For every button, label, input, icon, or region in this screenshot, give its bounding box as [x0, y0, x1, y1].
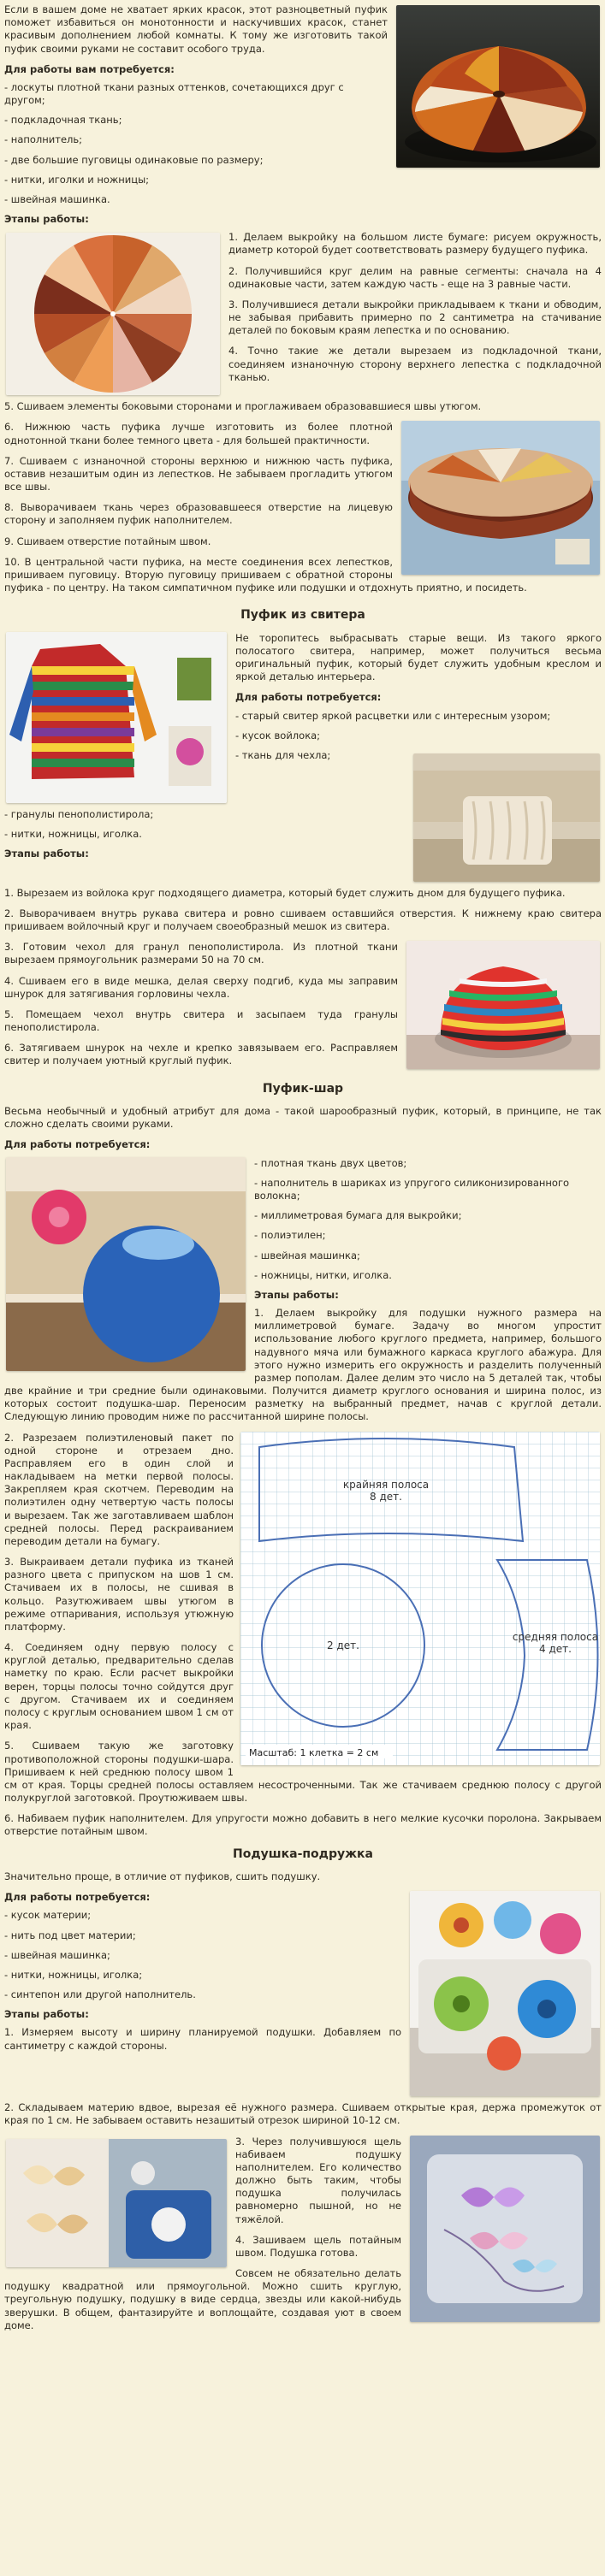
list-item: - нитки, иголки и ножницы; [4, 173, 150, 186]
list-item: - наполнитель; [4, 133, 83, 146]
intro-text: Если в вашем доме не хватает ярких красок, этот разноцветный пуфик поможет избавиться он монотонности и наскучивших красок, станет красивым дополнением любой комнаты. К тому же изготовить такой пуфик своими руками не составит особого труда. [4, 3, 388, 55]
list-item: - наполнитель в шариках из упругого силиконизированного волокна; [254, 1176, 570, 1202]
step: 2. Складываем материю вдвое, вырезая её нужного размера. Сшиваем открытые края, держа промежуток от края по 1 см. Не забываем оставить незашитый отрезок шириной 10-12 см. [4, 2101, 602, 2127]
s4-need-heading: Для работы потребуется: [4, 1891, 151, 1904]
step: 6. Затягиваем шнурок на чехле и крепко завязываем его. Расправляем свитер и получаем уютный круглый пуфик. [4, 1042, 398, 1067]
wheel-image [6, 233, 220, 395]
list-item: - нитки, ножницы, иголка. [4, 827, 142, 840]
step: 4. Соединяем одну первую полосу с круглой деталью, предварительно сделав наметку по краю. Если расчет выкройки верен, торцы полосы точно сойдутся друг с другом. Стачиваем их и соединяем полосу с круглым основанием швом 1 см от края. [4, 1641, 234, 1732]
butterfly-pillow-image [410, 2136, 600, 2322]
pattern-scale: Масштаб: 1 клетка = 2 см [249, 1746, 379, 1758]
list-item: - миллиметровая бумага для выкройки; [254, 1209, 462, 1222]
list-item: - две большие пуговицы одинаковые по размеру; [4, 153, 264, 166]
striped-sweater-photo [6, 632, 227, 803]
step: 1. Делаем выкройку на большом листе бумаге: рисуем окружность, диаметр которой будет соответствовать размеру будущего пуфика. [228, 231, 602, 257]
s3-intro: Весьма необычный и удобный атрибут для дома - такой шарообразный пуфик, который, в принципе, не так сложно сделать своими руками. [4, 1105, 602, 1131]
s4-intro: Значительно проще, в отличие от пуфиков, сшить подушку. [4, 1870, 321, 1883]
list-item: - полиэтилен; [254, 1229, 326, 1242]
pouf-sewing-photo [401, 421, 600, 575]
list-item: - гранулы пенополистирола; [4, 807, 154, 820]
striped-pouf-photo [406, 941, 600, 1069]
pouf-image [396, 5, 600, 168]
ball-pattern-diagram [240, 1432, 600, 1765]
sweater-image [6, 632, 227, 803]
list-item: - нить под цвет материи; [4, 1929, 136, 1941]
pattern-grid-image [240, 1432, 600, 1765]
label-edge-strip-count: 8 дет. [370, 1490, 402, 1503]
ball-pouf-image [6, 1157, 246, 1371]
list-item: - нитки, ножницы, иголка; [4, 1968, 143, 1981]
ball-pouf-photo [6, 1157, 246, 1371]
step: 10. В центральной части пуфика, на месте соединения всех лепестков, пришиваем пуговицу. Вторую пуговицу пришиваем с обратной стороны пуфика - по центру. На таком симпатичном пуфике или подушки и отдохнуть приятно, и посидеть. [4, 555, 527, 594]
knitted-pouf-photo [413, 753, 600, 882]
label-edge-strip: крайняя полоса [342, 1478, 430, 1491]
s1-need-heading: Для работы вам потребуется: [4, 62, 175, 75]
step: 5. Помещаем чехол внутрь свитера и засыпаем туда гранулы пенополистирола. [4, 1007, 398, 1034]
step: 4. Точно такие же детали вырезаем из подкладочной ткани, соединяем изнаночную сторону верхнего лепестка с подкладочной тканью. [228, 345, 602, 383]
striped-pouf-image [406, 941, 600, 1069]
s3-steps-heading: Этапы работы: [254, 1288, 339, 1301]
s2-need-heading: Для работы потребуется: [235, 691, 382, 704]
list-item: - старый свитер яркой расцветки или с интересным узором; [235, 709, 551, 722]
knitted-pouf-image [413, 753, 600, 882]
step: 5. Сшиваем такую же заготовку противоположной стороны подушки-шара. Пришиваем к ней среднюю полосу швом 1 см от края. Торцы средней полосы оставляем несостроченными. Так же стачиваем среднюю полосу с другой полукруглой заготовкой. Проутюживаем швы. [4, 1740, 602, 1805]
list-item: - лоскуты плотной ткани разных оттенков, сочетающихся друг с другом; [4, 80, 344, 107]
step: 1. Делаем выкройку для подушки нужного размера на миллиметровой бумаге. Задачу во многом упростит использование любого круглого предмета, например, большого надувного мяча или бумажного каркаса круглого абажура. Для этого нужно измерить его окружность и разделить полученный размер пополам. Далее делим это число на 5 деталей так, чтобы две крайние и три средние были одинаковыми. Получится диаметр круглого основания и ширина полос, из которых состоит подушка-шар. Переносим разметку на выбранный предмет, начав с круглой детали. Следующую линию проводим ниже по рассчитанной ширине полосы. [4, 1307, 602, 1423]
step: 3. Через получившуюся щель набиваем подушку наполнителем. Его количество должно быть таким, чтобы подушка получилась равномерно пышной, но не тяжёлой. [235, 2135, 401, 2225]
s2-steps-heading: Этапы работы: [4, 848, 89, 860]
step: 6. Набиваем пуфик наполнителем. Для упругости можно добавить в него мелкие кусочки поролона. Закрываем отверстие потайным швом. [4, 1812, 602, 1838]
section-title-pillow: Подушка-подружка [232, 1846, 374, 1861]
list-item: - швейная машинка. [4, 192, 110, 205]
step: 2. Выворачиваем внутрь рукава свитера и ровно сшиваем оставшийся отверстия. К нижнему краю свитера пришиваем войлочный круг и получаем своеобразный мешок из свитера. [4, 907, 602, 933]
s1-steps-heading: Этапы работы: [4, 213, 89, 226]
label-middle-strip-count: 4 дет. [539, 1642, 572, 1655]
pillows-on-sofa-photo [410, 1891, 600, 2096]
list-item: - плотная ткань двух цветов; [254, 1156, 407, 1169]
pillow-variety-photo [6, 2139, 227, 2267]
s3-need-heading: Для работы потребуется: [4, 1138, 151, 1151]
list-item: - синтепон или другой наполнитель. [4, 1988, 196, 2001]
step: 9. Сшиваем отверстие потайным швом. [4, 535, 211, 547]
list-item: - подкладочная ткань; [4, 114, 122, 127]
step: 1. Измеряем высоту и ширину планируемой подушки. Добавляем по сантиметру с каждой стороны. [4, 2026, 401, 2052]
pattern-wheel-diagram [6, 233, 220, 395]
butterfly-pillow-photo [410, 2136, 600, 2322]
step: 3. Получившиеся детали выкройки прикладываем к ткани и обводим, не забывая прибавить примерно по 2 сантиметра на стачивание деталей по боковым краям лепестка и по основанию. [228, 298, 602, 337]
list-item: - швейная машинка; [254, 1249, 360, 1261]
s4-steps-heading: Этапы работы: [4, 2008, 89, 2021]
step: 1. Вырезаем из войлока круг подходящего диаметра, который будет служить дном для будущего пуфика. [4, 886, 566, 899]
s2-intro: Не торопитесь выбрасывать старые вещи. Из такого яркого полосатого свитера, например, может получиться весьма оригинальный пуфик, который будет служить удобным креслом и яркой деталью интерьера. [235, 631, 602, 683]
list-item: - кусок материи; [4, 1909, 92, 1922]
colorful-pouf-photo [396, 5, 600, 168]
list-item: - ножницы, нитки, иголка. [254, 1268, 392, 1281]
step: 4. Зашиваем щель потайным швом. Подушка готова. [235, 2233, 401, 2259]
pillow-variety-image [6, 2139, 227, 2267]
section-title-ball: Пуфик-шар [262, 1081, 344, 1096]
label-circle-count: 2 дет. [327, 1639, 359, 1651]
step: 2. Получившийся круг делим на равные сегменты: сначала на 4 одинаковые части, затем каждую часть - еще на 3 равные части. [228, 264, 602, 290]
step: 8. Выворачиваем ткань через образовавшееся отверстие на лицевую сторону и заполняем пуфик наполнителем. [4, 501, 393, 527]
section-title-sweater: Пуфик из свитера [240, 608, 365, 623]
pillows-image [410, 1891, 600, 2096]
s4-outro: Совсем не обязательно делать подушку квадратной или прямоугольной. Можно сшить круглую, треугольную подушку, подушку в виде сердца, звезды или какой-нибудь зверушки. В общем, фантазируйте и воплощайте, создавая уют в своем доме. [4, 2267, 401, 2331]
step: 3. Готовим чехол для гранул пенополистирола. Из плотной ткани вырезаем прямоугольник размерами 50 на 70 см. [4, 941, 398, 966]
step: 7. Сшиваем с изнаночной стороны верхнюю и нижнюю часть пуфика, оставив незашитым один из лепестков. Не забываем прогладить утюгом все швы. [4, 454, 393, 493]
sewing-image [401, 421, 600, 575]
list-item: - швейная машинка; [4, 1948, 110, 1961]
step: 3. Выкраиваем детали пуфика из тканей разного цвета с припуском на шов 1 см. Стачиваем их в полосы, не сшивая в кольцо. Разутюживаем швы утюгом в режиме отпаривания, используя утюжную платформу. [4, 1556, 234, 1633]
list-item: - кусок войлока; [235, 729, 321, 741]
label-middle-strip: средняя полоса [512, 1630, 599, 1643]
step: 6. Нижнюю часть пуфика лучше изготовить из более плотной однотонной ткани более темного цвета - для большей практичности. [4, 421, 393, 446]
step: 4. Сшиваем его в виде мешка, делая сверху подгиб, куда мы заправим шнурок для затягивания горловины чехла. [4, 974, 398, 1000]
step: 5. Сшиваем элементы боковыми сторонами и проглаживаем образовавшиеся швы утюгом. [4, 400, 482, 413]
list-item: - ткань для чехла; [235, 748, 331, 761]
step: 2. Разрезаем полиэтиленовый пакет по одной стороне и отрезаем дно. Расправляем его в один слой и накладываем на метки первой полосы. Закрепляем края скотчем. Переводим на полиэтилен одну четвертую часть полосы и вырезаем. Так же заготавливаем шаблон средней полосы. Перед раскраиванием переводим детали на бумагу. [4, 1431, 234, 1547]
